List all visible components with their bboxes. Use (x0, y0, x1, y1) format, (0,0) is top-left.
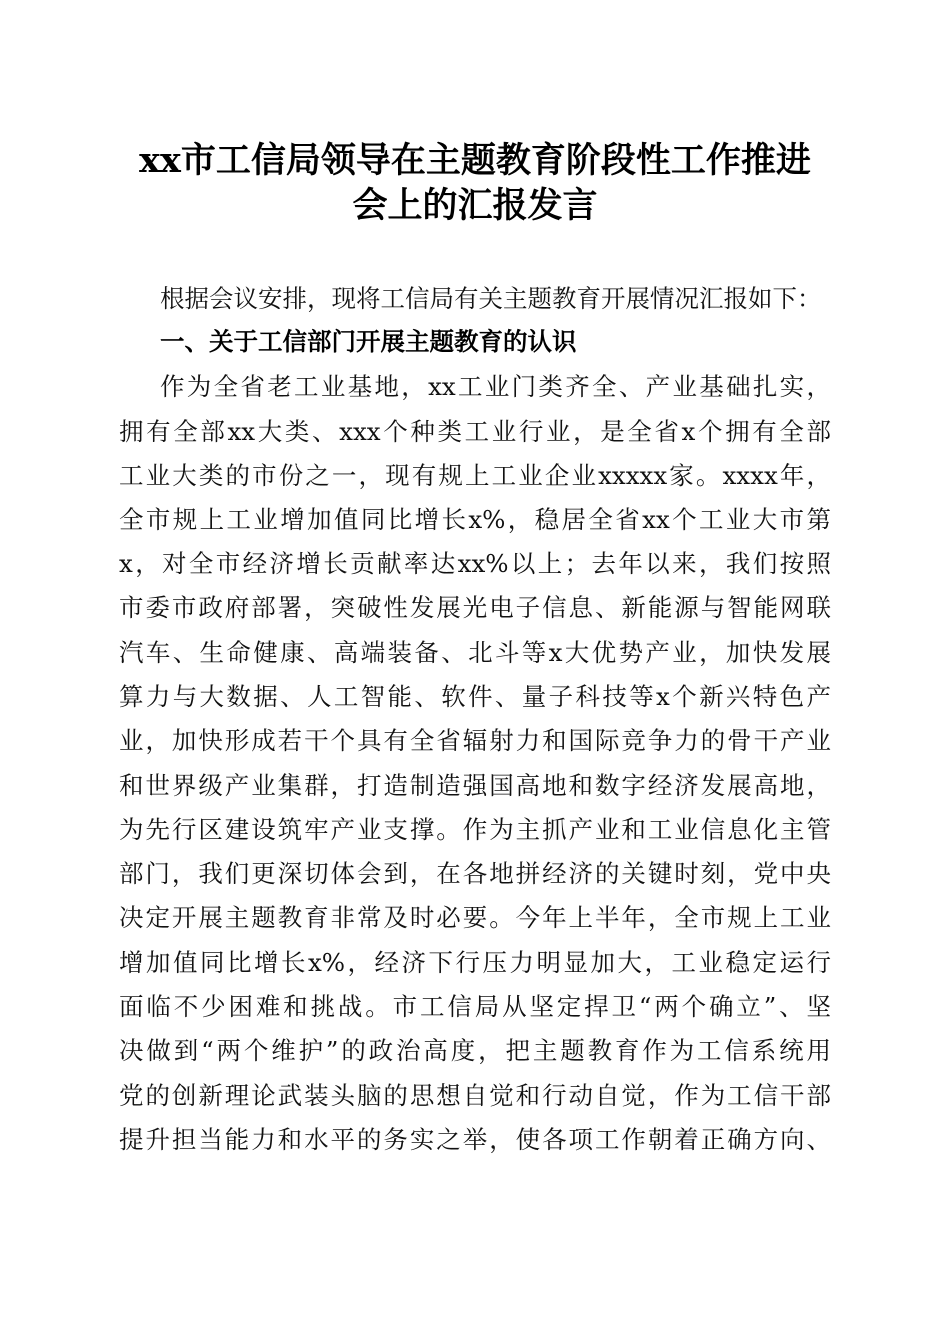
body-line: 部门，我们更深切体会到，在各地拼经济的关键时刻，党中央 (119, 859, 831, 888)
body-line: 和世界级产业集群，打造制造强国高地和数字经济发展高地， (119, 771, 831, 800)
body-line: 决定开展主题教育非常及时必要。今年上半年，全市规上工业 (119, 903, 831, 932)
body-line: 党的创新理论武装头脑的思想自觉和行动自觉，作为工信干部 (119, 1081, 831, 1110)
body-line: 拥有全部xx大类、xxx个种类工业行业，是全省x个拥有全部 (119, 417, 831, 446)
document-title-line-1: xx市工信局领导在主题教育阶段性工作推进 (139, 140, 811, 181)
body-line: 业，加快形成若干个具有全省辐射力和国际竞争力的骨干产业 (119, 726, 831, 755)
body-line: 面临不少困难和挑战。市工信局从坚定捍卫“两个确立”、坚 (119, 992, 831, 1021)
body-line: 全市规上工业增加值同比增长x%，稳居全省xx个工业大市第 (119, 505, 831, 534)
document-title-line-2: 会上的汇报发言 (352, 185, 598, 226)
intro-paragraph: 根据会议安排，现将工信局有关主题教育开展情况汇报如下： (160, 284, 822, 313)
body-line: 提升担当能力和水平的务实之举，使各项工作朝着正确方向、 (119, 1125, 831, 1154)
body-line: 汽车、生命健康、高端装备、北斗等x大优势产业，加快发展 (119, 638, 831, 667)
body-line: 工业大类的市份之一，现有规上工业企业xxxxx家。xxxx年， (119, 461, 831, 490)
section-heading-1: 一、关于工信部门开展主题教育的认识 (160, 327, 577, 356)
body-line: 为先行区建设筑牢产业支撑。作为主抓产业和工业信息化主管 (119, 815, 831, 844)
body-line: 市委市政府部署，突破性发展光电子信息、新能源与智能网联 (119, 593, 831, 622)
body-line: 增加值同比增长x%，经济下行压力明显加大，工业稳定运行 (119, 948, 831, 977)
body-line: 算力与大数据、人工智能、软件、量子科技等x个新兴特色产 (119, 682, 831, 711)
body-line: x，对全市经济增长贡献率达xx%以上；去年以来，我们按照 (119, 549, 831, 578)
body-line: 作为全省老工业基地，xx工业门类齐全、产业基础扎实， (160, 372, 831, 401)
body-line: 决做到“两个维护”的政治高度，把主题教育作为工信系统用 (119, 1036, 831, 1065)
